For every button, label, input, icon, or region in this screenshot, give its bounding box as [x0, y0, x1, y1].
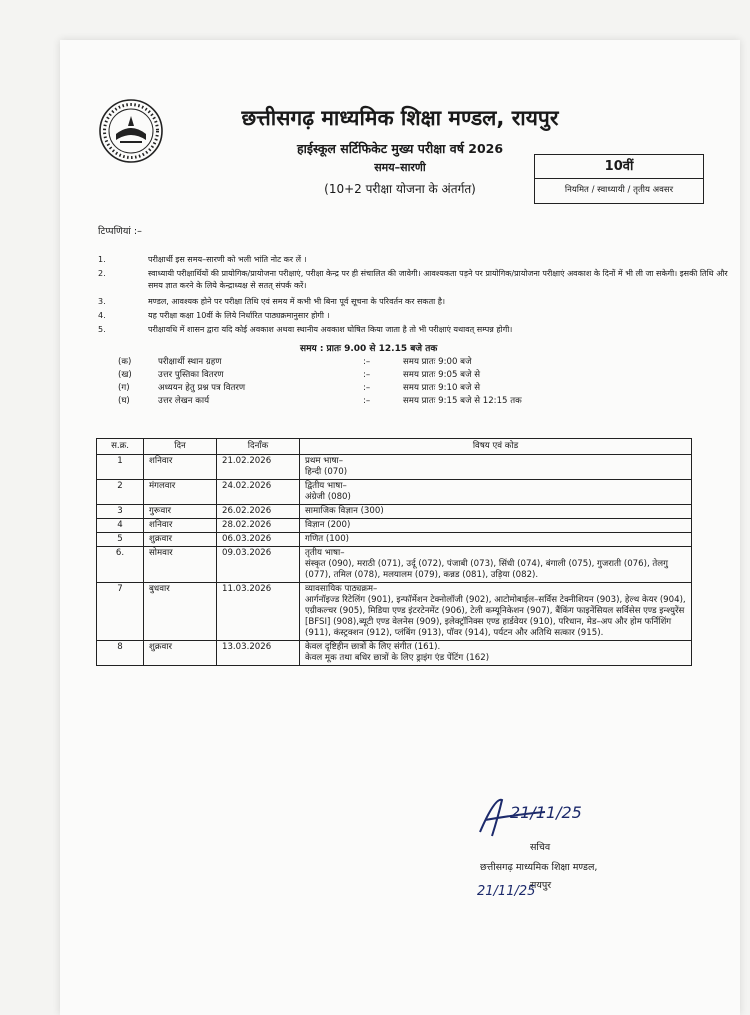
cell-subject: प्रथम भाषा– हिन्दी (070): [300, 455, 692, 480]
timing-row: [118, 356, 678, 369]
cell-subject: गणित (100): [300, 533, 692, 547]
note-text: परीक्षावधि में शासन द्वारा यदि कोई अवकाश अथवा स्थानीय अवकाश घोषित किया जाता है तो भी परीक्षाएं यथावत् सम्पन्न होगी।: [148, 325, 513, 334]
cell-subject: व्यावसायिक पाठ्यक्रम– आर्गनॉइज्ड रिटेलिंग (901), इन्फॉर्मेशन टेक्नोलॉजी (902), आटोमोबाईल–सर्विस टेक्नीशियन (903), हेल्थ केयर (904), एग्रीकल्चर (905), मिडिया एण्ड इंटरटेनमेंट (906), टेली कम्यूनिकेशन (907), बैंकिंग फाइनेंसियल सर्विसेस एण्ड इन्श्युरेंस [BFSI] (908),ब्यूटी एण्ड वेलनेस (909), इलेक्ट्रॉनिक्स एण्ड हार्डवेयर (910), परिधान, मेड–अप और होम फर्निशिंग (911), कंस्ट्रक्शन (912), प्लंबिंग (913), पॉवर (914), पर्यटन और अतिथि सत्कार (915).: [300, 583, 692, 641]
initials-text: 21/11/25: [477, 884, 535, 899]
cell-day: गुरूवार: [144, 505, 217, 519]
cell-subject: सामाजिक विज्ञान (300): [300, 505, 692, 519]
header-subject: विषय एवं कोड: [300, 439, 692, 455]
timing-value: समय प्रातः 9:10 बजे से: [403, 383, 481, 393]
timing-separator: :–: [363, 370, 371, 380]
table-row: [97, 547, 692, 583]
header-sno: स.क्र.: [97, 439, 144, 455]
cell-day: शुक्रवार: [144, 641, 217, 666]
cell-sno: 3: [97, 505, 144, 519]
cell-subject: केवल दृष्टिहीन छात्रों के लिए संगीत (161). केवल मूक तथा बधिर छात्रों के लिए ड्राइंग एंड पेंटिंग (162): [300, 641, 692, 666]
table-row: [97, 641, 692, 666]
cell-sno: 5: [97, 533, 144, 547]
cell-date: 06.03.2026: [217, 533, 300, 547]
header-day: दिन: [144, 439, 217, 455]
table-row: [97, 583, 692, 641]
note-number: 3.: [98, 297, 106, 306]
note-number: 1.: [98, 255, 106, 264]
timing-key: (ख): [118, 370, 132, 380]
note-item: [98, 268, 738, 292]
cell-day: शनिवार: [144, 519, 217, 533]
timing-label: उत्तर लेखन कार्य: [158, 396, 210, 406]
note-text: यह परीक्षा कक्षा 10वीं के लिये निर्धारित पाठ्यक्रमानुसार होगी ।: [148, 311, 330, 320]
timing-separator: :–: [363, 357, 371, 367]
secretary-board: छत्तीसगढ़ माध्यमिक शिक्षा मण्डल,: [480, 862, 598, 873]
cell-subject: तृतीय भाषा– संस्कृत (090), मराठी (071), उर्दू (072), पंजाबी (073), सिंधी (074), बंगाली (075), गुजराती (076), तेलगु (077), तमिल (078), मलयालम (079), कन्नड (081), उड़िया (082).: [300, 547, 692, 583]
exam-timing: समय : प्रातः 9.00 से 12.15 बजे तक: [300, 344, 438, 354]
cell-subject: विज्ञान (200): [300, 519, 692, 533]
cell-sno: 2: [97, 480, 144, 505]
cell-sno: 8: [97, 641, 144, 666]
cell-date: 26.02.2026: [217, 505, 300, 519]
timetable-title: समय–सारणी: [374, 161, 426, 174]
note-item: [98, 310, 738, 322]
cell-sno: 6.: [97, 547, 144, 583]
cell-date: 21.02.2026: [217, 455, 300, 480]
cell-sno: 1: [97, 455, 144, 480]
exam-type-label: नियमित / स्वाध्यायी / तृतीय अवसर: [564, 185, 674, 195]
initials-signature: [475, 876, 535, 902]
header-date: दिनाँक: [217, 439, 300, 455]
cell-date: 09.03.2026: [217, 547, 300, 583]
note-text: स्वाध्यायी परीक्षार्थियों की प्रायोगिक/प्रायोजना परीक्षाएं, परीक्षा केन्द्र पर ही संचालित की जावेगी। आवश्यकता पड़ने पर प्रायोगिक/प्रायोजना परीक्षाएं अवकाश के दिनों में भी ली जा सकेगी। इसकी तिथि और समय ज्ञात करने के लिये केन्द्राध्यक्ष से सतत् संपर्क करें।: [148, 269, 728, 290]
cell-subject: द्वितीय भाषा– अंग्रेजी (080): [300, 480, 692, 505]
cell-date: 11.03.2026: [217, 583, 300, 641]
secretary-signature: [450, 792, 590, 842]
timing-label: परीक्षार्थी स्थान ग्रहण: [158, 357, 222, 367]
timing-separator: :–: [363, 396, 371, 406]
notes-heading: टिप्पणियां :–: [98, 226, 142, 237]
timing-label: उत्तर पुस्तिका वितरण: [158, 370, 224, 380]
timing-row: [118, 382, 678, 395]
timing-value: समय प्रातः 9:00 बजे: [403, 357, 472, 367]
board-name: छत्तीसगढ़ माध्यमिक शिक्षा मण्डल, रायपुर: [241, 106, 559, 130]
cell-date: 24.02.2026: [217, 480, 300, 505]
table-row: [97, 480, 692, 505]
board-seal-logo: [98, 98, 164, 164]
timing-key: (घ): [118, 396, 130, 406]
timing-separator: :–: [363, 383, 371, 393]
signature-date: 21/11/25: [510, 803, 582, 822]
cell-day: शुक्रवार: [144, 533, 217, 547]
note-item: [98, 296, 738, 308]
table-row: [97, 533, 692, 547]
table-row: [97, 505, 692, 519]
document-page: [60, 40, 740, 1015]
note-item: [98, 324, 738, 336]
exam-title: हाईस्कूल सर्टिफिकेट मुख्य परीक्षा वर्ष 2026: [296, 141, 504, 156]
table-row: [97, 519, 692, 533]
timing-value: समय प्रातः 9:05 बजे से: [403, 370, 481, 380]
note-number: 4.: [98, 311, 106, 320]
note-text: परीक्षार्थी इस समय–सारणी को भली भांति नोट कर लें ।: [148, 255, 307, 264]
secretary-city: रायपुर: [530, 880, 552, 891]
table-row: [97, 455, 692, 480]
cell-sno: 7: [97, 583, 144, 641]
cell-day: बुधवार: [144, 583, 217, 641]
cell-day: शनिवार: [144, 455, 217, 480]
cell-date: 28.02.2026: [217, 519, 300, 533]
secretary-title: सचिव: [530, 842, 551, 853]
cell-sno: 4: [97, 519, 144, 533]
timing-value: समय प्रातः 9:15 बजे से 12:15 तक: [403, 396, 522, 406]
cell-date: 13.03.2026: [217, 641, 300, 666]
table-header-row: [97, 439, 692, 455]
cell-day: सोमवार: [144, 547, 217, 583]
note-number: 5.: [98, 325, 106, 334]
timing-row: [118, 369, 678, 382]
timing-key: (ग): [118, 383, 130, 393]
class-label: 10वीं: [535, 155, 703, 179]
note-number: 2.: [98, 269, 106, 278]
scheme-subtitle: (10+2 परीक्षा योजना के अंतर्गत): [324, 182, 476, 196]
exam-schedule-table: [96, 438, 692, 666]
class-box: [534, 154, 704, 204]
timing-row: [118, 395, 678, 408]
timing-label: अध्ययन हेतु प्रश्न पत्र वितरण: [158, 383, 246, 393]
note-item: [98, 254, 738, 266]
timing-key: (क): [118, 357, 132, 367]
note-text: मण्डल, आवश्यक होने पर परीक्षा तिथि एवं समय में कभी भी बिना पूर्व सूचना के परिवर्तन कर सकता है।: [148, 297, 446, 306]
cell-day: मंगलवार: [144, 480, 217, 505]
